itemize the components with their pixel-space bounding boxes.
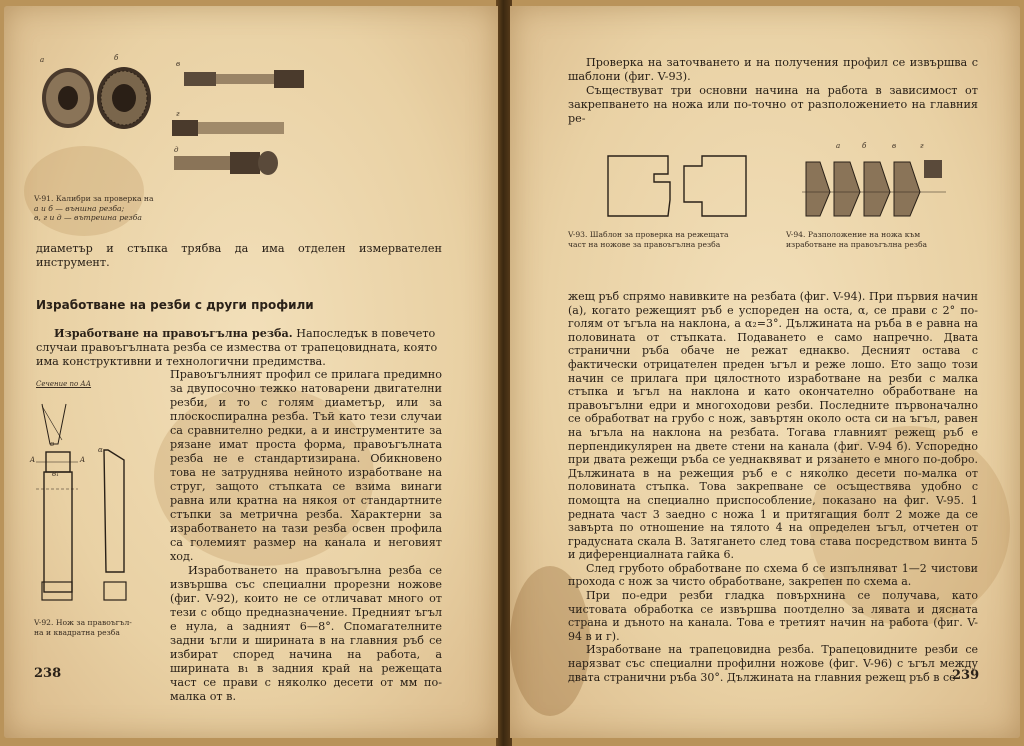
- fig-v93-caption: V-93. Шаблон за проверка на режещата част на ножове за правоъгълна резба: [568, 230, 729, 249]
- right-top-text: Проверка на заточването и на получения профил се извършва с шаблони (фиг. V-93). Съществуват три основни начина на работа в зависимост от закрепването на ножа или по-точно от разположението на главния ре-: [568, 56, 978, 125]
- left-top-text: диаметър и стъпка трябва да има отделен измервателен инструмент.: [36, 242, 442, 269]
- fig-v94-label-a: а: [836, 142, 841, 150]
- fig-v94-label-v: в: [892, 142, 897, 150]
- fig-v92-tool-drawing: [28, 394, 148, 614]
- page-number-left: 238: [34, 666, 62, 681]
- fig-v92-label-v: в: [50, 440, 55, 448]
- left-page: [4, 6, 498, 738]
- fig-v91-caption: V-91. Калибри за проверка на а и б — външна резба; в, г и д — вътрешна резба: [34, 194, 154, 222]
- fig-v93-template: [606, 152, 756, 222]
- fig-v91-label-b: б: [114, 54, 119, 62]
- fig-v94-label-g: г: [920, 142, 924, 150]
- fig-v92-caption: V-92. Нож за правоъгъл- на и квадратна резба: [34, 618, 132, 637]
- fig-v91-label-a: а: [40, 56, 45, 64]
- fig-v94-label-b: б: [862, 142, 867, 150]
- fig-v91-label-v: в: [176, 60, 181, 68]
- fig-v92-section-label: Сечение по АА: [36, 380, 92, 388]
- section-heading: Изработване на резби с други профили: [36, 298, 314, 312]
- fig-v92-label-A2: A: [80, 456, 86, 464]
- fig-v94-thread-diagram: [800, 154, 950, 224]
- para-rectangular-side: Правоъгълният профил се прилага предимно за двупосочно тежко натоварени двигателни резби, и то с голям диаметър, или за плоскоспирална резба. Тъй като тези случаи са сравнително редки, а и инструментите за рязане имат проста форма, правоъгълната резба не е стандартизирана. Обикновено това не затруднява нейното изработване на струг, защото стъпката се взима винаги равна или кратна на някоя от стандартните стъпки за метрична резба. Характерни за изработването на тази резба освен профила са големият размер на канала и неговият ход. Изработването на правоъгълна резба се извършва със специални прорезни ножове (фиг. V-92), които не се отличават много от тези с общо предназначение. Предният ъгъл е нула, а задният 6—8°. Спомагателните задни ъгли и ширината в на главния ръб се избират според начина на работа, а ширината в₁ в задния край на режещата част се прави с няколко десети от мм по-малка от в.: [170, 368, 442, 703]
- right-body-text: жещ ръб спрямо навивките на резбата (фиг. V-94). При първия начин (а), когато режещият ръб е успореден на оста, α, се прави с 2° по-голям от ъгъла на наклона, а α₂=3°. Дължината на ръба в е равна на половината от стъпката. Подаването е само напречно. Двата странични ръба обаче не режат еднакво. Десният остава с фактически отрицателен преден ъгъл и реже лошо. Ето защо този начин се прилага при цялостното изработване на резби с малка стъпка и ъгъл на наклона и като окончателно обработване на правоъгълни едри и многоходови резби. Последните първоначално се обработват на грубо с нож, завъртян около оста си на ъгъл, равен на ъгъла на наклона на резбата. Тогава главният режещ ръб е перпендикулярен на двете стени на канала (фиг. V-94 б). Успоредно при двата режещи ръба се уеднаквяват и рязането е много по-добро. Дължината в на режещия ръб е с няколко десети по-малка от половината стъпка. Това закрепване се осъществява удобно с помощта на специално приспособление, показано на фиг. V-95. 1 редната част 3 заедно с ножа 1 и притягащия болт 2 може да се завърта по отношение на тялото 4 на определен ъгъл, отчетен от градусната скала B. Затягането след това става посредством винта 5 и диференциалната гайка 6. След грубото обработване по схема б се изпълняват 1—2 чистови прохода с нож за чисто обработване, закрепен по схема а. При по-едри резби гладка повърхнина се получава, като чистовата обработка се извършва поотделно за лявата и дясната страна и дъното на канала. Това е третият начин на работа (фиг. V-94 в и г). Изработване на трапецовидна резба. Трапецовидните резби се нарязват със специални профилни ножове (фиг. V-96) с ъгъл между двата странични ръба 30°. Дължината на главния режещ ръб в се: [568, 290, 978, 684]
- fig-v92-label-v1: в₁: [52, 470, 59, 478]
- para-lead: Изработване на правоъгълна резба.: [54, 326, 293, 340]
- para-rectangular-intro: Изработване на правоъгълна резба. Напоследък в повечето случаи правоъгълната резба се измества от трапецовидната, която има конструктивни и технологични предимства.: [36, 326, 438, 368]
- fig-v92-label-A1: A: [30, 456, 36, 464]
- fig-v92-label-alpha: α: [98, 446, 103, 454]
- right-page: [510, 6, 1020, 738]
- fig-v91-label-d: д: [174, 146, 179, 154]
- fig-v91-label-g: г: [176, 110, 180, 118]
- fig-v94-caption: V-94. Разположение на ножа към изработване на правоъгълна резба: [786, 230, 928, 249]
- page-number-right: 239: [952, 668, 980, 683]
